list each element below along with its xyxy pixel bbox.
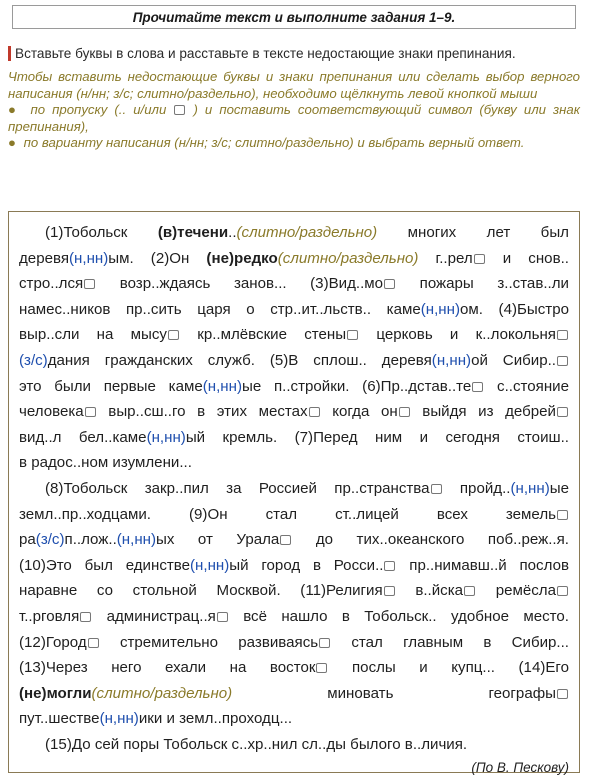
gap[interactable]: .. [228,224,237,241]
punct-gap[interactable] [319,638,330,648]
punct-gap[interactable] [168,330,179,340]
punct-gap[interactable] [474,254,485,264]
n-nn-choice[interactable]: (н,нн) [190,556,230,574]
text-line: (10)Это был единстве(н,нн)ый город в Росси.. пр..нимавш..й послов [19,556,569,574]
text-line: выр..сли на мысу кр..млёвские стены церковь и к..локольня [19,322,569,348]
punct-gap[interactable] [347,330,358,340]
punct-gap[interactable] [280,535,291,545]
punct-gap[interactable] [85,407,96,417]
text-line: пут..шестве(н,нн)ики и земл..проходц... [19,710,293,728]
text-line: намес..ников пр..сить царя о стр..ит..льств.. каме(н,нн)ом. (4)Быстро [19,300,570,318]
punct-gap[interactable] [464,586,475,596]
punct-gap[interactable] [384,586,395,596]
text-line: земл..пр..ходцами. (9)Он стал ст..лицей всех земель [19,502,569,528]
page-title: Прочитайте текст и выполните задания 1–9. [12,5,576,29]
exercise-text [8,211,580,776]
bullet-icon: ● [8,102,20,117]
choice-word[interactable]: (в)течени [157,224,229,241]
merge-choice[interactable]: (слитно/раздельно) [236,224,378,241]
text-line: в радос..ном изумлени... [19,454,192,472]
bullet-icon: ● [8,135,16,150]
punct-gap[interactable] [399,407,410,417]
merge-choice[interactable]: (слитно/раздельно) [277,249,419,267]
n-nn-choice[interactable]: (н,нн) [116,531,157,549]
n-nn-choice[interactable]: (н,нн) [431,351,472,369]
n-nn-choice[interactable]: (н,нн) [69,249,109,267]
punct-gap[interactable] [88,638,99,648]
text-line: (1)Тобольск (в)течени..(слитно/раздельно) многих лет был [45,224,569,241]
text-line: это были первые каме(н,нн)ые п..стройки. (6)Пр..дстав..те с..стояние [19,377,569,395]
n-nn-choice[interactable]: (н,нн) [99,710,139,728]
punct-gap[interactable] [309,407,320,417]
n-nn-choice[interactable]: (н,нн) [510,479,550,497]
text-line: (15)До сей поры Тобольск с..хр..нил сл..ды былого в..личия. [45,735,468,753]
text-line: ра(з/с)п..лож..(н,нн)ых от Урала до тих..океанского поб..реж..я. [19,531,569,549]
text-line: стро..лся возр..ждаясь занов... (3)Вид..мо пожары з..став..ли [19,275,569,293]
task-instruction: Вставьте буквы в слова и расставьте в тексте недостающие знаки препинания. [8,46,580,61]
n-nn-choice[interactable]: (н,нн) [146,428,186,446]
punct-gap[interactable] [80,612,91,622]
z-s-choice[interactable]: (з/с) [19,351,48,369]
punct-gap[interactable] [431,484,442,494]
n-nn-choice[interactable]: (н,нн) [420,300,461,318]
text-line: человека выр..сш..го в этих местах когда он выйдя из дебрей [19,399,569,425]
text-line: деревя(н,нн)ым. (2)Он (не)редко(слитно/раздельно) г..рел и снов.. [19,249,569,267]
hint-bullet-1: ● по пропуску (.. и/или ) и поставить соответствующий символ (букву или знак препинания), [8,102,580,134]
z-s-choice[interactable]: (з/с) [35,531,65,549]
text-line: (12)Город стремительно развиваясь стал главным в Сибир... [19,633,569,651]
punct-gap[interactable] [557,356,568,366]
text-line: (13)Через него ехали на восток послы и купц... (14)Его [19,659,569,677]
punct-gap[interactable] [384,279,395,289]
punct-gap[interactable] [557,510,568,520]
hint-intro: Чтобы вставить недостающие буквы и знаки препинания или сделать выбор верного написания (н/нн; з/с; слитно/раздельно), необходимо щёлкнуть левой кнопкой мыши [8,69,580,101]
n-nn-choice[interactable]: (н,нн) [202,377,243,395]
punct-gap[interactable] [384,561,395,571]
punct-gap[interactable] [557,407,568,417]
text-line: (8)Тобольск закр..пил за Россией пр..странства пройд..(н,нн)ые [45,479,569,497]
text-line: вид..л бел..каме(н,нн)ый кремль. (7)Перед ним и сегодня стоиш.. [19,428,569,446]
hint-bullet-2: ● по варианту написания (н/нн; з/с; слитно/раздельно) и выбрать верный ответ. [8,135,525,150]
text-line: т..рговля администрац..я всё нашло в Тобольск.. удобное место. [19,607,569,625]
text-line: (з/с)дания гражданских служб. (5)В сплош.. деревя(н,нн)ой Сибир.. [19,348,569,374]
punct-gap[interactable] [557,586,568,596]
punct-gap[interactable] [316,663,327,673]
gap-square-icon [174,105,185,115]
punct-gap[interactable] [557,689,568,699]
author-attribution: (По В. Пескову) [471,760,569,776]
text-line: наравне со стольной Москвой. (11)Религия в..йска ремёсла [19,578,569,604]
choice-word[interactable]: (не)могли [19,684,92,702]
merge-choice[interactable]: (слитно/раздельно) [91,684,233,702]
punct-gap[interactable] [557,330,568,340]
punct-gap[interactable] [84,279,95,289]
text-line: (не)могли(слитно/раздельно) миновать географы [19,681,569,707]
punct-gap[interactable] [472,382,483,392]
punct-gap[interactable] [217,612,228,622]
choice-word[interactable]: (не)редко [206,249,278,267]
hint-block [8,69,580,152]
